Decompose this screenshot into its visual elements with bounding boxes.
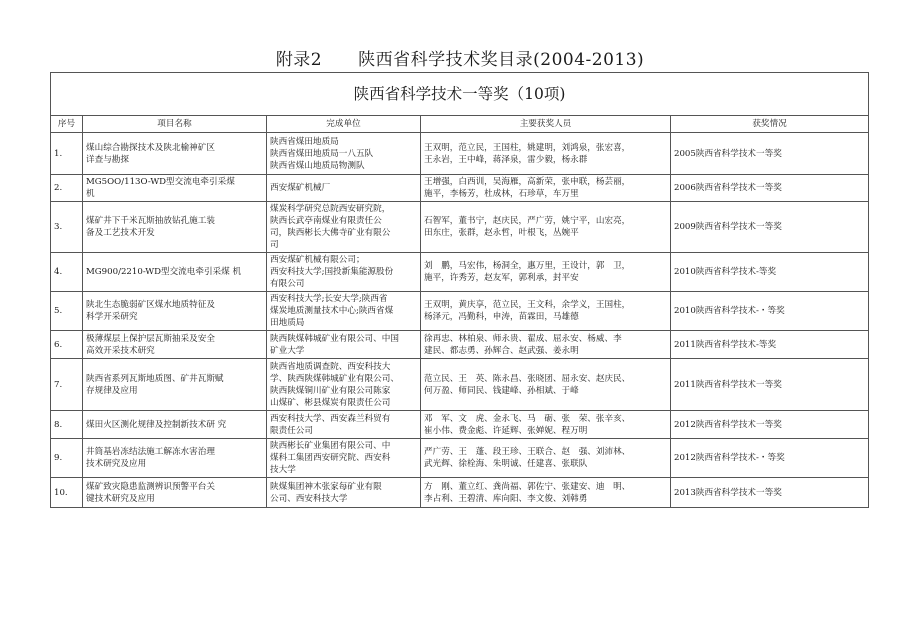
completion-unit (267, 133, 421, 175)
row-number: 9. (51, 439, 83, 478)
row-number: 8. (51, 411, 83, 439)
project-name (83, 439, 267, 478)
table-caption-row (51, 73, 869, 116)
name-line: 机 (86, 189, 95, 199)
people-line: 徐再忠、林柏泉、师永贵、翟成、屈永安、杨威、李 (424, 333, 622, 344)
award-result: 2010陕西省科学技术-・等奖 (671, 292, 869, 331)
name-line: MG5OO/113O-WD型交流电牵引采煤 (86, 177, 235, 187)
units-line: 陕煤集团神木张家每矿业有限 (270, 481, 382, 492)
name-line: 煤矿致灾隐患监测辨识预警平台关 (86, 481, 215, 492)
units-line: 田地质局 (270, 318, 305, 328)
name-line: 技术研究及应用 (86, 459, 147, 469)
units-line: 有限公司 (270, 279, 305, 289)
award-people (421, 175, 671, 202)
table-row (51, 478, 869, 508)
row-number: 1. (51, 133, 83, 175)
completion-unit (267, 253, 421, 292)
name-line: 煤矿井下千米瓦斯抽放钻孔施工装 (86, 216, 215, 226)
row-number: 10. (51, 478, 83, 508)
people-line: 建民、都志勇、孙辉合、赵武强、姜永明 (424, 345, 579, 356)
people-line: 杨泽元，冯勤科，申涛，苗霖田，马雄德 (424, 312, 579, 322)
row-number: 5. (51, 292, 83, 331)
units-line: 西安煤矿机械有限公司； (270, 255, 365, 265)
completion-unit (267, 359, 421, 411)
units-line: 煤科工集团西安研究院、西安科 (270, 453, 391, 463)
units-line: 煤炭地质测量技术中心;陕西省煤 (270, 306, 394, 316)
name-line: 备及工艺技术开发 (86, 228, 155, 238)
units-line: 陕西长武亭南煤业有限责任公 (270, 216, 382, 226)
completion-unit (267, 175, 421, 202)
award-people (421, 253, 671, 292)
people-line: 方 刚、董立红、龚尚福、郭佐宁、张建安、迪 明、 (424, 481, 631, 492)
project-name (83, 359, 267, 411)
award-result: 2012陕西省科学技术一等奖 (671, 411, 869, 439)
people-line: 石智军，董书宁，赵庆民，严广劳，姚宁平，山宏亮， (424, 216, 631, 226)
header-unit: 完成单位 (267, 116, 421, 133)
award-people (421, 292, 671, 331)
people-line: 邓 军、文 虎、金永飞、马 砺、张 荣、张辛亥、 (424, 413, 631, 424)
people-line: 王增强，白西训，吴海雁，高新荣，张申联，杨芸丽， (424, 177, 631, 187)
award-result: 2005陕西省科学技术一等奖 (671, 133, 869, 175)
units-line: 技大学 (270, 465, 296, 475)
table-row (51, 292, 869, 331)
award-result: 2006陕西省科学技术一等奖 (671, 175, 869, 202)
people-line: 施平，许秀芳，赵友军，郭利承，封平安 (424, 273, 579, 283)
name-line: 极薄煤层上保护层瓦斯抽采及安全 (86, 333, 215, 344)
table-row (51, 202, 869, 253)
award-result: 2009陕西省科学技术一等奖 (671, 202, 869, 253)
award-people (421, 133, 671, 175)
completion-unit (267, 411, 421, 439)
units-line: 陕西陕煤铜川矿业有限公司陈家 (270, 385, 391, 396)
completion-unit (267, 292, 421, 331)
people-line: 王双明，黄庆享，范立民，王文科，余学义，王国柱， (424, 300, 631, 310)
project-name (83, 175, 267, 202)
row-number: 6. (51, 331, 83, 359)
units-line: 司 (270, 240, 279, 250)
units-line: 学、陕西陕煤韩城矿业有限公司、 (270, 373, 399, 384)
table-row (51, 411, 869, 439)
name-line: 高效开采技术研究 (86, 345, 155, 356)
table-row (51, 133, 869, 175)
units-line: 限责任公司 (270, 425, 313, 436)
row-number: 3. (51, 202, 83, 253)
award-result: 2011陕西省科学技术一等奖 (671, 359, 869, 411)
header-result: 获奖情况 (671, 116, 869, 133)
table-header-row (51, 116, 869, 133)
row-number: 7. (51, 359, 83, 411)
project-name (83, 331, 267, 359)
units-line: 陕西彬长矿业集团有限公司、中 (270, 441, 391, 451)
header-project: 项目名称 (83, 116, 267, 133)
award-people (421, 331, 671, 359)
units-line: 司，陕西彬长大佛寺矿业有限公 (270, 228, 391, 238)
project-name (83, 202, 267, 253)
page-title (0, 45, 920, 70)
header-people: 主要获奖人员 (421, 116, 671, 133)
name-line: MG900/2210-WD型交流电牵引采煤 机 (86, 267, 242, 277)
people-line: 何万盈、师同民、钱建峰、孙相斌、于峰 (424, 385, 579, 396)
name-line: 陕北生态脆弱矿区煤水地质特征及 (86, 300, 215, 310)
name-line: 陕西省系列瓦斯地质图、矿井瓦斯赋 (86, 373, 224, 384)
units-line: 陕西省煤山地质局物测队 (270, 160, 365, 171)
award-table (50, 72, 869, 508)
units-line: 西安煤矿机械厂 (270, 183, 331, 193)
row-number: 2. (51, 175, 83, 202)
completion-unit (267, 478, 421, 508)
completion-unit (267, 202, 421, 253)
name-line: 煤山综合勘探技术及陕北榆神矿区 (86, 142, 215, 153)
people-line: 崔小伟、费金彪、许延辉、张婵妮、程万明 (424, 425, 588, 436)
people-line: 武光辉、徐栓海、朱明诚、任建喜、张联队 (424, 459, 588, 469)
name-line: 科学开采研究 (86, 312, 138, 322)
units-line: 山煤矿、彬县煤炭有限责任公司 (270, 397, 391, 408)
table-row (51, 253, 869, 292)
project-name (83, 133, 267, 175)
completion-unit (267, 331, 421, 359)
award-result: 2013陕西省科学技术一等奖 (671, 478, 869, 508)
award-result: 2010陕西省科学技术-等奖 (671, 253, 869, 292)
units-line: 矿业大学 (270, 345, 305, 356)
name-line: 键技术研究及应用 (86, 493, 155, 504)
award-people (421, 359, 671, 411)
units-line: 公司、西安科技大学 (270, 493, 348, 504)
award-result: 2011陕西省科学技术-等奖 (671, 331, 869, 359)
award-people (421, 411, 671, 439)
people-line: 施平，李杨芳，杜成林，石珍草，车万里 (424, 189, 579, 199)
table-row (51, 175, 869, 202)
award-result: 2012陕西省科学技术-・等奖 (671, 439, 869, 478)
units-line: 陕西省煤田地质局 (270, 136, 339, 147)
units-line: 西安科技大学;长安大学;陕西省 (270, 294, 388, 304)
name-line: 详查与勘探 (86, 154, 129, 165)
project-name (83, 411, 267, 439)
table-row (51, 331, 869, 359)
header-no: 序号 (51, 116, 83, 133)
page-title-prefix: 附录2 (275, 50, 323, 70)
project-name (83, 478, 267, 508)
people-line: 刘 鹏，马宏伟，杨洞全，惠万里，王设计，郭 卫， (424, 261, 631, 271)
units-line: 煤炭科学研究总院西安研究院， (270, 204, 391, 214)
project-name (83, 292, 267, 331)
table-row (51, 359, 869, 411)
name-line: 煤田火区测化规律及控制新技术研 究 (86, 419, 227, 430)
units-line: 陕西陕煤韩城矿业有限公司、中国 (270, 333, 399, 344)
name-line: 存规律及应用 (86, 385, 138, 396)
name-line: 井筒基岩冻结法施工解冻水害治理 (86, 447, 215, 457)
people-line: 李占利、王碧清、库向阳、李文俊、刘韩勇 (424, 493, 588, 504)
units-line: 西安科技大学、西安森兰科贸有 (270, 413, 391, 424)
people-line: 王双明，范立民，王国柱，姚建明，刘鸿泉，张宏喜， (424, 142, 631, 153)
units-line: 陕西省煤田地质局一八五队 (270, 148, 374, 159)
units-line: 西安科技大学;国投新集能源股份 (270, 267, 394, 277)
award-people (421, 439, 671, 478)
people-line: 严广劳、王 蓬、段王珍、王联合、赵 强、刘沛林、 (424, 447, 631, 457)
award-people (421, 202, 671, 253)
row-number: 4. (51, 253, 83, 292)
people-line: 范立民、王 英、陈永昌、张晓团、屈永安、赵庆民、 (424, 373, 631, 384)
page-title-main: 陕西省科学技术奖目录(2004-2013) (358, 50, 645, 70)
table-caption: 陕西省科学技术一等奖（10项) (51, 73, 869, 116)
units-line: 陕西省地质调查院、西安科技大 (270, 361, 391, 372)
table-row (51, 439, 869, 478)
completion-unit (267, 439, 421, 478)
people-line: 王永岩，王中峰，蒋泽泉，雷少毅，杨永群 (424, 154, 588, 165)
project-name (83, 253, 267, 292)
award-people (421, 478, 671, 508)
people-line: 田东庄，张群，赵永哲，叶根飞，丛婉平 (424, 228, 579, 238)
